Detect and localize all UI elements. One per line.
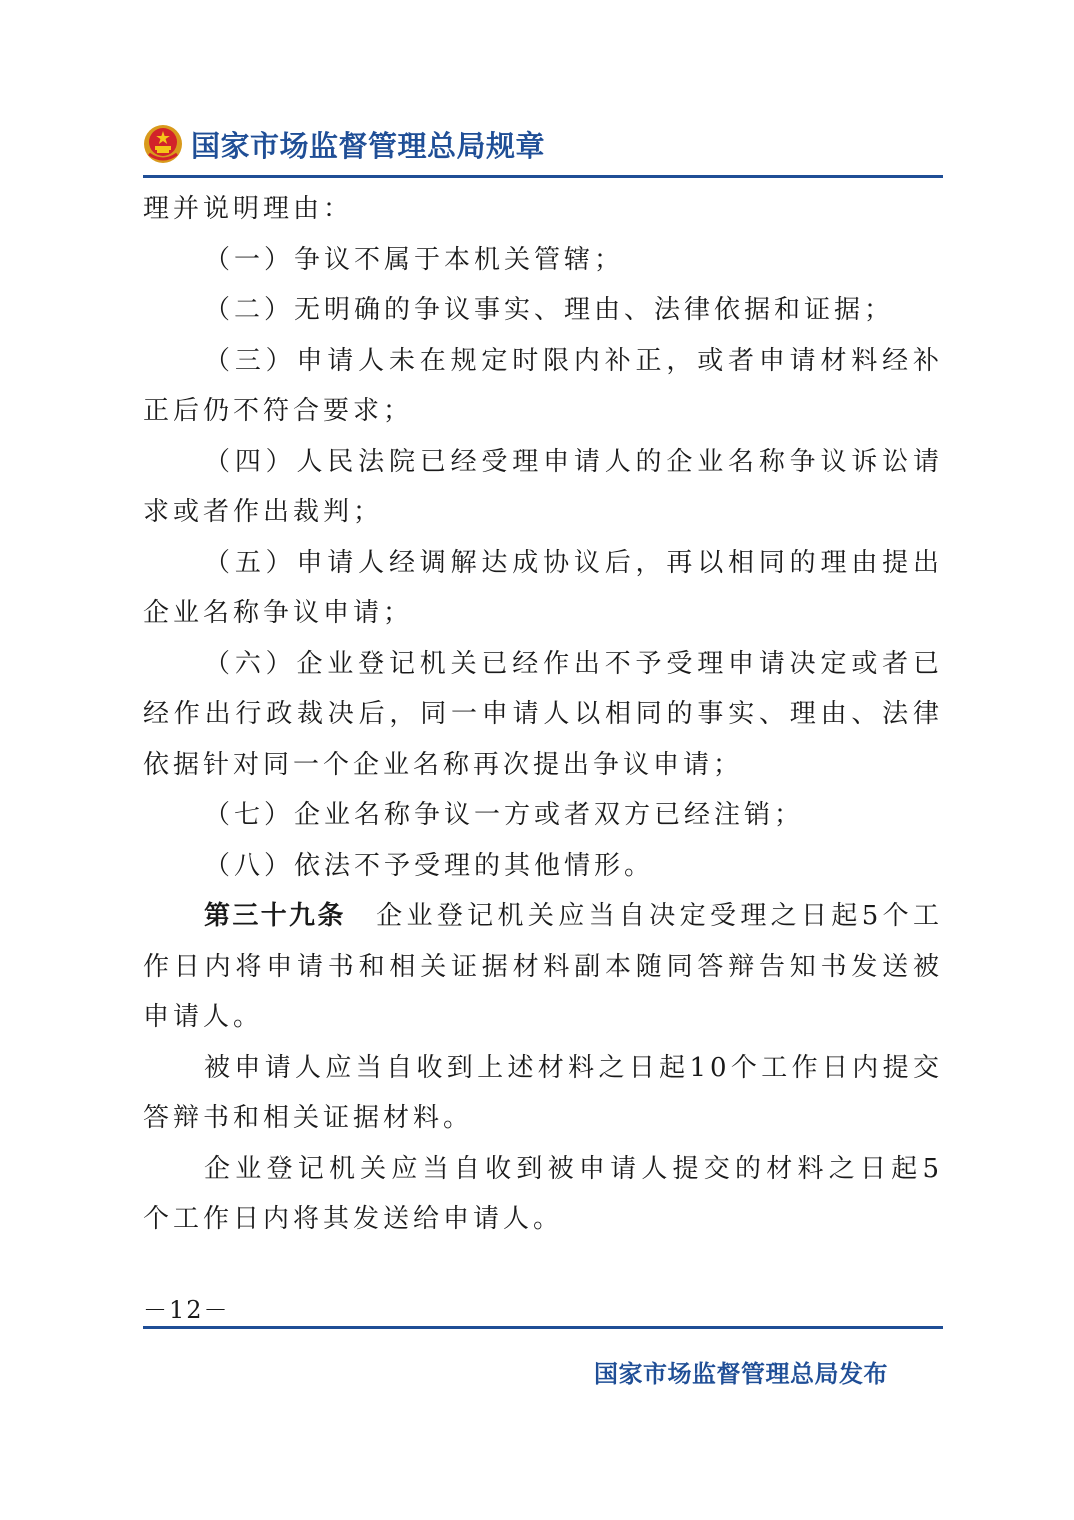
article-39	[143, 891, 943, 1043]
header-rule	[143, 175, 943, 178]
page-header	[143, 118, 545, 170]
article-label: 第三十九条	[204, 901, 346, 931]
header-title: 国家市场监督管理总局规章	[191, 128, 546, 163]
article-text: 企业登记机关应当自决定受理之日起5个工作日内将申请书和相关证据材料副本随同答辩告知书发送被申请人。	[143, 901, 943, 1032]
list-item-3: （三）申请人未在规定时限内补正，或者申请材料经补正后仍不符合要求；	[143, 345, 943, 426]
list-item-6: （六）企业登记机关已经作出不予受理申请决定或者已经作出行政裁决后，同一申请人以相同的事实、理由、法律依据针对同一个企业名称再次提出争议申请；	[143, 648, 943, 780]
document-body	[143, 184, 943, 1245]
list-item-4: （四）人民法院已经受理申请人的企业名称争议诉讼请求或者作出裁判；	[143, 446, 943, 527]
page-number: －12－	[143, 1296, 230, 1324]
footer-rule	[143, 1326, 943, 1329]
list-item-8: （八）依法不予受理的其他情形。	[204, 850, 655, 881]
national-emblem-icon	[143, 124, 183, 164]
paragraph-continuation: 理并说明理由：	[143, 194, 354, 224]
list-item-5: （五）申请人经调解达成协议后，再以相同的理由提出企业名称争议申请；	[143, 547, 943, 628]
list-item-2: （二）无明确的争议事实、理由、法律依据和证据；	[204, 295, 895, 325]
footer-publisher: 国家市场监督管理总局发布	[594, 1360, 888, 1388]
paragraph-respondent: 被申请人应当自收到上述材料之日起10个工作日内提交答辩书和相关证据材料。	[143, 1052, 943, 1133]
paragraph-forward: 企业登记机关应当自收到被申请人提交的材料之日起5个工作日内将其发送给申请人。	[143, 1153, 943, 1234]
list-item-7: （七）企业名称争议一方或者双方已经注销；	[204, 800, 805, 830]
list-item-1: （一）争议不属于本机关管辖；	[204, 244, 625, 275]
